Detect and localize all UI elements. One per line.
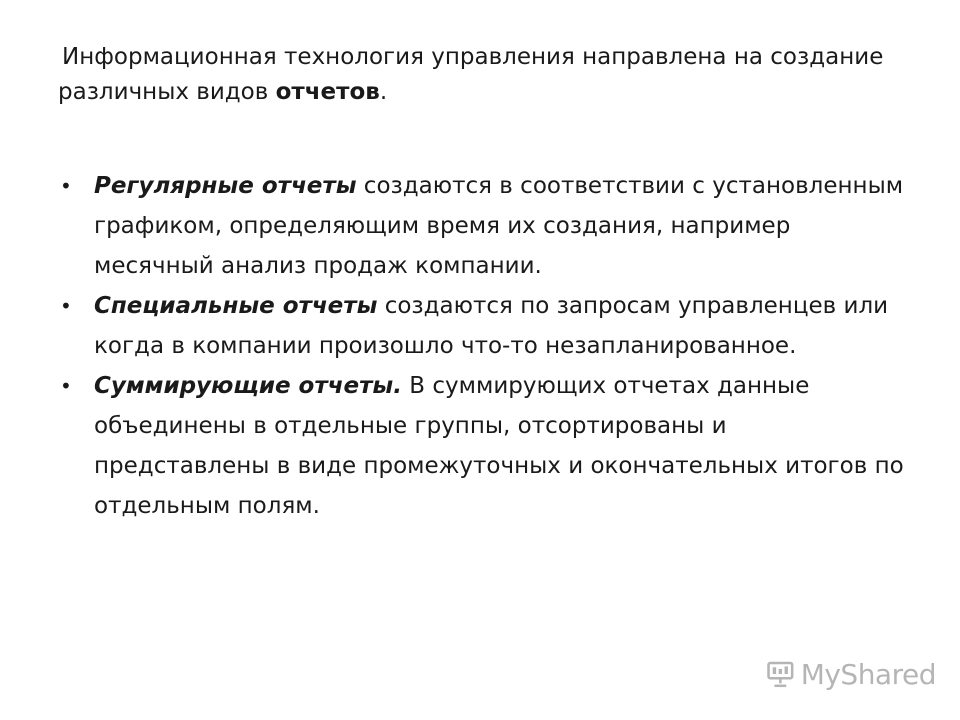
presentation-board-icon bbox=[766, 657, 795, 691]
intro-paragraph bbox=[58, 40, 918, 110]
bullet-term: Регулярные отчеты bbox=[94, 173, 357, 199]
list-item bbox=[58, 166, 908, 286]
intro-bold-word: отчетов bbox=[275, 79, 380, 105]
bullet-term: Специальные отчеты bbox=[94, 293, 378, 319]
bullet-term: Суммирующие отчеты. bbox=[94, 373, 402, 399]
bullet-text: создаются по запросам управленцев или когда в компании произошло что-то незапланированное. bbox=[94, 293, 889, 359]
intro-text-end: . bbox=[379, 79, 388, 105]
bullet-text: В суммирующих отчетах данные объединены в отдельные группы, отсортированы и представлены в виде промежуточных и окончательных итогов по отдельным полям. bbox=[94, 373, 904, 519]
list-item bbox=[58, 366, 908, 526]
watermark-logo bbox=[766, 654, 936, 694]
bullet-dot: • bbox=[60, 174, 72, 198]
bullet-list bbox=[58, 166, 908, 526]
bullet-dot: • bbox=[60, 374, 72, 398]
watermark-text: MyShared bbox=[800, 657, 936, 691]
bullet-text: создаются в соответствии с установленным графиком, определяющим время их создания, например месячный анализ продаж компании. bbox=[94, 173, 904, 279]
bullet-dot: • bbox=[60, 294, 72, 318]
list-item bbox=[58, 286, 908, 366]
intro-text: Информационная технология управления направлена на создание различных видов bbox=[58, 44, 884, 105]
